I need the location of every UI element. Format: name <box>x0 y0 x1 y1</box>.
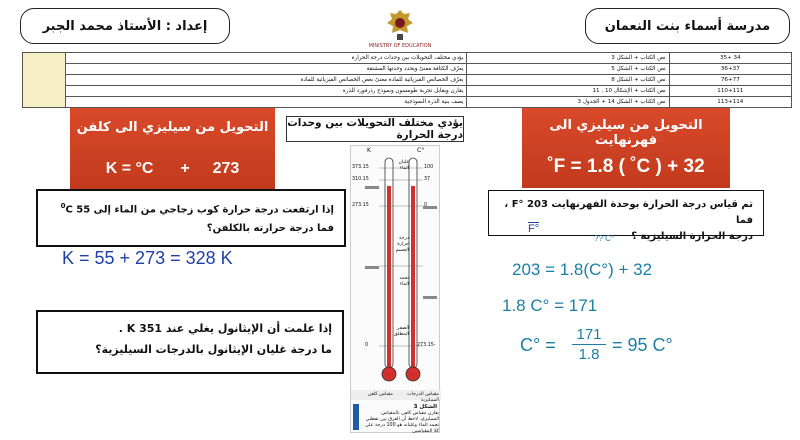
objective-book-reference: نص الكتاب + الإشكال 10 , 11 <box>467 86 669 97</box>
hint-fahrenheit: F° <box>528 223 540 235</box>
solution-step-2: 1.8 C° = 171 <box>502 296 598 315</box>
k-tick-body: 310.15 <box>352 177 369 182</box>
hint-celsius: ?? C° <box>594 234 615 243</box>
thermometer-diagram <box>351 146 441 434</box>
solution-step-3-fraction <box>572 326 606 363</box>
solution-step-1: 203 = 1.8(C°) + 32 <box>512 260 653 279</box>
figure-note: يقارن مقياس كلفن بالمقياس السيليزي. لاحظ أن الفرق بين نقطتي تجمد الماء وغليانه هو 100 درجة على كلا المقياسين <box>365 411 439 434</box>
center-title: يؤدي مختلف التحويلات بين وحدات درجة الحرارة <box>287 117 463 141</box>
label-body: درجة حرارة الجسم <box>395 236 409 253</box>
objective-book-reference: نص الكتاب + الشكل 3 <box>467 53 669 64</box>
objectives-row <box>23 64 792 75</box>
thermometer-figure <box>350 145 440 433</box>
c-tick-absolute: -273.15 <box>417 343 436 348</box>
objective-pages: 110+111 <box>669 86 791 97</box>
k-tick-absolute: 0 <box>365 343 369 348</box>
celsius-to-kelvin-title: التحويل من سيليزي الى كلفن <box>76 120 269 135</box>
question-2-box <box>36 310 344 374</box>
formula-k: K = <box>105 160 136 177</box>
school-name-box <box>585 8 790 44</box>
question-1-line-2: فما درجة حرارته بالكلفن؟ <box>206 223 334 235</box>
question-3-line-2: درجة الحرارة السيليزية ؟ <box>631 231 753 242</box>
k-tick-freezing: 273.15 <box>352 203 369 208</box>
teacher-name-box <box>20 8 230 44</box>
objectives-marker-cell <box>23 53 66 108</box>
objectives-table <box>22 52 792 108</box>
question-1-line-1: إذا ارتفعت درجة حرارة كوب زجاجي من الماء إلى 55 $^0$C <box>60 202 334 216</box>
objective-pages: 34 +35 <box>669 53 791 64</box>
objective-goal: يصف بنية الذرة النموذجية <box>65 97 467 108</box>
unit-kelvin: K <box>367 147 371 154</box>
solution-step-3-rhs: = 95 C° <box>612 335 673 355</box>
objective-goal: يعرّف الخصائص الفيزيائية للمادة معنىً بعض الخصائص الفيزيائية للمادة <box>65 75 467 86</box>
caption-celsius-scale: مقياس الدرجات السيليزية <box>407 392 439 403</box>
formula-273: 273 <box>212 160 240 177</box>
objectives-row <box>23 86 792 97</box>
formula-plus: + <box>180 160 190 177</box>
label-boiling: غليان الماء <box>398 160 409 171</box>
objective-pages: 36+37 <box>669 64 791 75</box>
celsius-to-fahrenheit-title: التحويل من سيليزي الى فهرنهايت <box>549 118 703 148</box>
teacher-name: إعداد : الأستاذ محمد الجبر <box>42 18 208 34</box>
unit-celsius: °C <box>417 147 425 154</box>
emblem-icon <box>386 8 414 42</box>
celsius-to-kelvin-formula <box>70 160 275 178</box>
school-name: مدرسة أسماء بنت النعمان <box>604 18 771 34</box>
figure-label: الشكل 3 <box>413 404 437 410</box>
label-freezing: تجمد الماء <box>399 276 409 287</box>
fraction-denominator: 1.8 <box>578 346 600 363</box>
formula-c: °C <box>135 160 154 177</box>
celsius-to-fahrenheit-formula: ˚F = 1.8 ( ˚C ) + 32 <box>547 156 705 177</box>
k-tick-boiling: 373.15 <box>352 165 369 170</box>
solution-step-3-lhs: C° = <box>520 335 556 355</box>
question-2-line-2: ما درجة غليان الإيثانول بالدرجات السيليزية؟ <box>95 343 332 356</box>
objectives-row <box>23 97 792 108</box>
objectives-row <box>23 53 792 64</box>
objective-pages: 113+114 <box>669 97 791 108</box>
objective-goal: يعرّف الكثافة معنىً ويحدد وحدتها المشتقة <box>65 64 467 75</box>
c-tick-body: 37 <box>424 177 431 182</box>
objective-book-reference: نص الكتاب + الشكل 5 <box>467 64 669 75</box>
center-title-box <box>286 116 464 142</box>
label-absolute-zero: الصفر المطلق <box>393 326 409 337</box>
celsius-to-fahrenheit-banner <box>522 108 730 188</box>
ministry-caption: MINISTRY OF EDUCATION <box>368 43 432 49</box>
question-1-box <box>36 189 346 247</box>
caption-kelvin-scale: مقياس كلفن <box>367 392 393 397</box>
question-2-line-1: إذا علمت أن الإيثانول يغلي عند K 351 . <box>118 322 332 335</box>
objectives-row <box>23 75 792 86</box>
fraction-numerator: 171 <box>576 326 602 343</box>
c-tick-boiling: 100 <box>424 165 434 170</box>
objective-goal: يؤدي مختلف التحويلات بين وحدات درجة الحرارة <box>65 53 467 64</box>
answer-1-handwriting: K = 55 + 273 = 328 K <box>62 248 233 268</box>
ministry-emblem <box>370 8 430 50</box>
objective-goal: يقارن ويقابل تجربة طومسون ونموذج رذرفورد للذرة <box>65 86 467 97</box>
celsius-to-kelvin-banner <box>70 108 275 190</box>
objective-pages: 76+77 <box>669 75 791 86</box>
question-3-line-1: تم قياس درجة الحرارة بوحدة الفهرنهايت 203 °F ، فما <box>504 199 753 226</box>
c-tick-freezing: 0 <box>424 203 428 208</box>
objective-book-reference: نص الكتاب + الشكل 14 + الجدول 3 <box>467 97 669 108</box>
objective-book-reference: نص الكتاب + الشكل 8 <box>467 75 669 86</box>
